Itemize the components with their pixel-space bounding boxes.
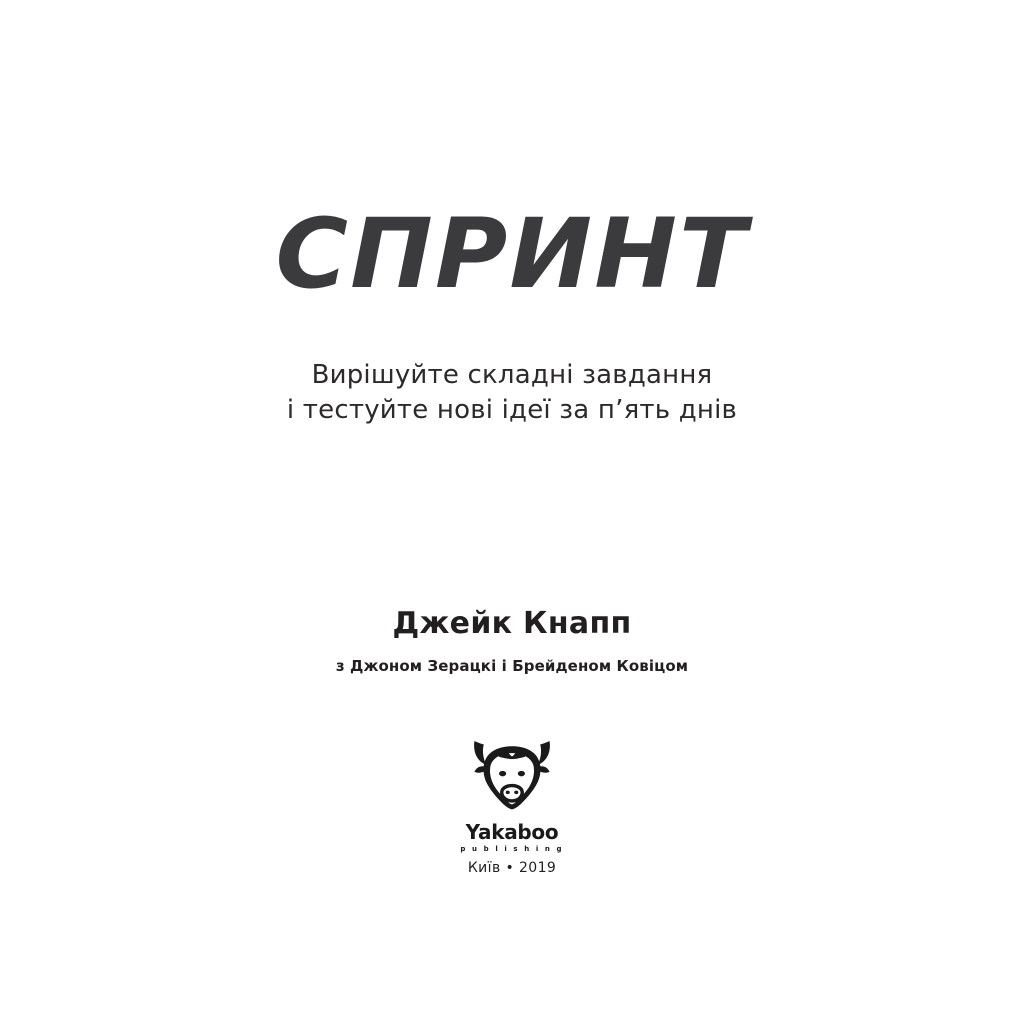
imprint-block — [0, 860, 1024, 876]
author-primary: Джейк Кнапп — [392, 606, 632, 641]
publisher-name: Yakaboo — [465, 820, 559, 844]
imprint-place-year: Київ • 2019 — [467, 860, 557, 876]
subtitle-line-2: і тестуйте нові ідеї за п’ять днів — [286, 394, 738, 425]
author-secondary: з Джоном Зерацкі і Брейденом Ковіцом — [335, 657, 689, 675]
authors-block — [0, 606, 1024, 675]
publisher-block — [0, 736, 1024, 853]
subtitle-line-1: Вирішуйте складні завдання — [311, 360, 713, 390]
bull-head-icon — [469, 736, 555, 818]
subtitle-block — [0, 358, 1024, 428]
publisher-tagline: p u b l i s h i n g — [460, 845, 564, 853]
title-block — [0, 198, 1024, 310]
page-title: СПРИНТ — [275, 198, 749, 310]
